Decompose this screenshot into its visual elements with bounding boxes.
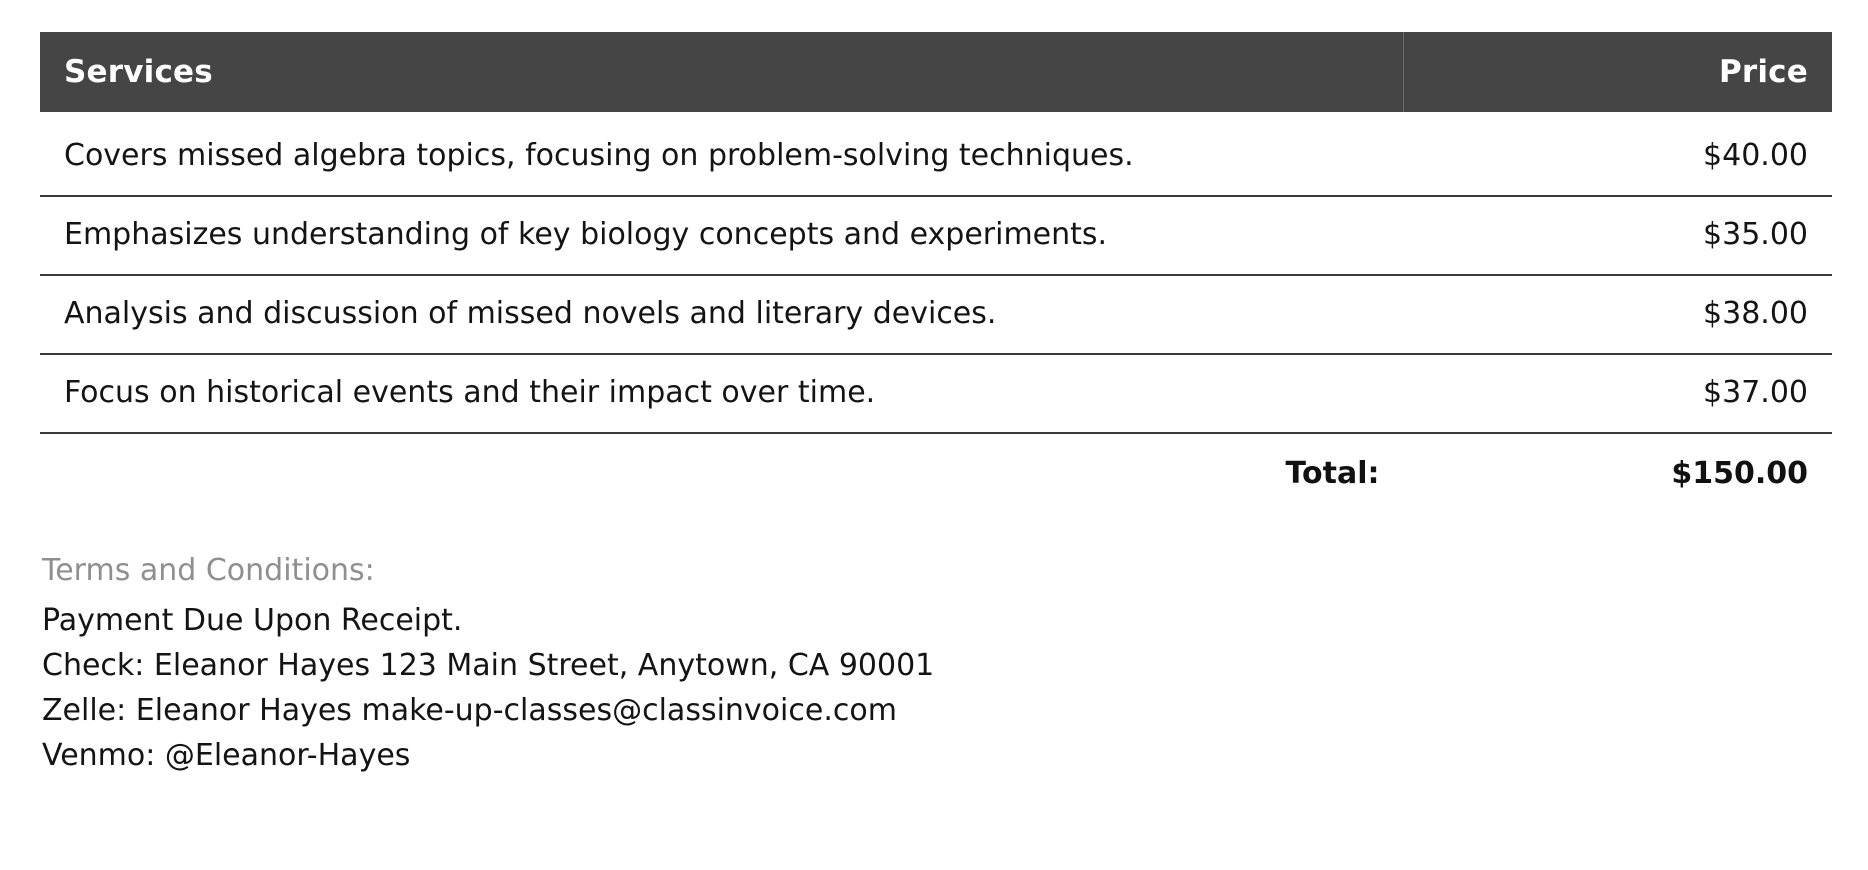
column-header-services: Services (40, 32, 1404, 112)
total-label: Total: (1285, 456, 1380, 491)
terms-and-conditions-section (40, 553, 1828, 778)
service-price: $40.00 (1404, 112, 1833, 196)
table-row (40, 275, 1832, 354)
total-row (40, 433, 1832, 501)
service-price: $38.00 (1404, 275, 1833, 354)
terms-line-zelle: Zelle: Eleanor Hayes make-up-classes@classinvoice.com (42, 693, 897, 728)
table-body (40, 112, 1832, 433)
services-price-table (40, 32, 1832, 501)
service-description: Analysis and discussion of missed novels and literary devices. (40, 275, 1404, 354)
table-row (40, 354, 1832, 433)
service-price: $37.00 (1404, 354, 1833, 433)
table-row (40, 112, 1832, 196)
terms-line-payment: Payment Due Upon Receipt. (42, 603, 463, 638)
service-price: $35.00 (1404, 196, 1833, 275)
table-row (40, 196, 1832, 275)
terms-line-venmo: Venmo: @Eleanor-Hayes (42, 738, 411, 773)
table-header (40, 32, 1832, 112)
service-description: Emphasizes understanding of key biology concepts and experiments. (40, 196, 1404, 275)
table-header-row (40, 32, 1832, 112)
table-footer (40, 433, 1832, 501)
column-header-price: Price (1404, 32, 1833, 112)
service-description: Covers missed algebra topics, focusing on problem-solving techniques. (40, 112, 1404, 196)
terms-title: Terms and Conditions: (42, 553, 375, 588)
terms-line-check: Check: Eleanor Hayes 123 Main Street, Anytown, CA 90001 (42, 648, 935, 683)
service-description: Focus on historical events and their impact over time. (40, 354, 1404, 433)
total-value: $150.00 (1671, 456, 1808, 491)
